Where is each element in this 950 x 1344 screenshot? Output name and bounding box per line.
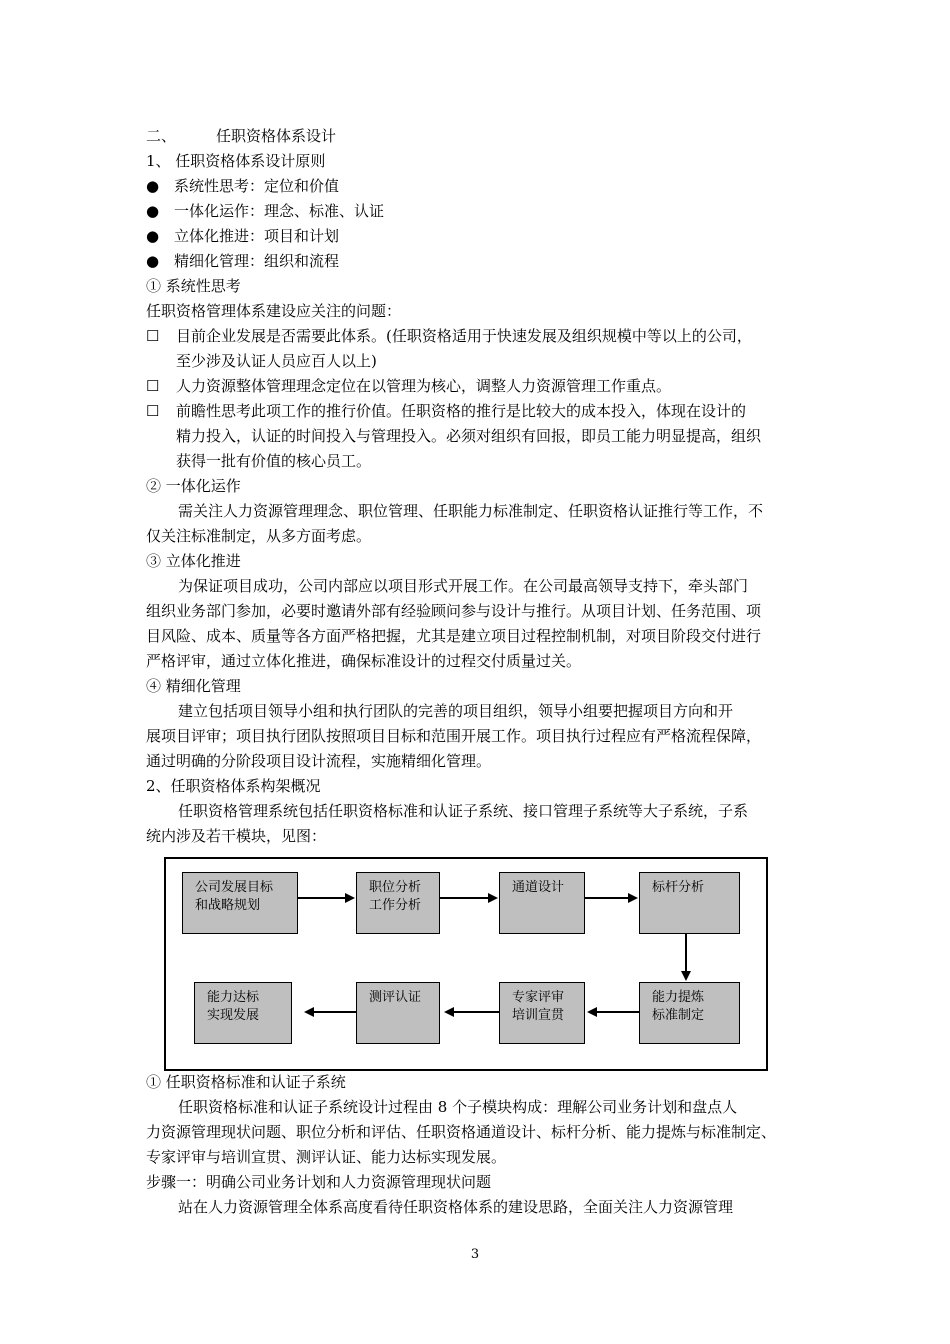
checkbox-item-cont: 获得一批有价值的核心员工。 [176,452,372,470]
page-number: 3 [470,1247,480,1262]
diagram-box-benchmark: 标杆分析 [639,872,740,934]
s2-title: 2、任职资格体系构架概况 [146,777,321,795]
diagram-box-development: 能力达标 实现发展 [194,982,292,1044]
arrow-left-icon [304,1007,314,1017]
bullet-item: ● 立体化推进：项目和计划 [146,224,810,249]
arrow-down-icon [681,971,691,981]
p3-heading: ③ 立体化推进 [146,552,241,570]
paragraph-line: 专家评审与培训宣贯、测评认证、能力达标实现发展。 [146,1148,507,1166]
diagram-box-job-analysis: 职位分析 工作分析 [356,872,440,934]
paragraph-line: 任职资格标准和认证子系统设计过程由 8 个子模块构成：理解公司业务计划和盘点人 [178,1098,738,1116]
p4-heading: ④ 精细化管理 [146,677,241,695]
checkbox-icon: ☐ [146,402,160,420]
paragraph-line: 站在人力资源管理全体系高度看待任职资格体系的建设思路，全面关注人力资源管理 [178,1198,734,1216]
paragraph-line: 为保证项目成功，公司内部应以项目形式开展工作。在公司最高领导支持下，牵头部门 [178,577,749,595]
section-number: 二、 [146,127,177,145]
arrow-line [314,1011,356,1013]
diagram-box-standard: 能力提炼 标准制定 [639,982,740,1044]
paragraph-line: 力资源管理现状问题、职位分析和评估、任职资格通道设计、标杆分析、能力提炼与标准制定、 [146,1123,777,1141]
bullet-dot-icon: ● [146,252,160,270]
p5-heading: ① 任职资格标准和认证子系统 [146,1073,346,1091]
arrow-line [585,897,629,899]
checkbox-item-cont: 至少涉及认证人员应百人以上) [176,352,377,370]
arrow-right-icon [628,893,638,903]
arrow-line [685,934,687,972]
section-title: 任职资格体系设计 [216,127,337,145]
paragraph-line: 严格评审，通过立体化推进，确保标准设计的过程交付质量过关。 [146,652,582,670]
checkbox-item: ☐ 人力资源整体管理理念定位在以管理为核心，调整人力资源管理工作重点。 [146,374,810,399]
arrow-left-icon [587,1007,597,1017]
diagram-box-expert-review: 专家评审 培训宣贯 [499,982,585,1044]
paragraph-line: 建立包括项目领导小组和执行团队的完善的项目组织，领导小组要把握项目方向和开 [178,702,734,720]
bullet-dot-icon: ● [146,177,160,195]
arrow-line [298,897,346,899]
arrow-line [440,897,489,899]
section-heading [146,124,810,149]
diagram-box-assessment: 测评认证 [356,982,440,1044]
paragraph-line: 组织业务部门参加，必要时邀请外部有经验顾问参与设计与推行。从项目计划、任务范围、项 [146,602,762,620]
arrow-right-icon [488,893,498,903]
paragraph-line: 通过明确的分阶段项目设计流程，实施精细化管理。 [146,752,492,770]
p1-heading: ① 系统性思考 [146,277,241,295]
step1-heading: 步骤一：明确公司业务计划和人力资源管理现状问题 [146,1173,492,1191]
paragraph-line: 展项目评审；项目执行团队按照项目目标和范围开展工作。项目执行过程应有严格流程保障， [146,727,762,745]
bullet-dot-icon: ● [146,202,160,220]
subsection-title: 1、 任职资格体系设计原则 [146,152,326,170]
diagram-box-channel-design: 通道设计 [499,872,585,934]
checkbox-item: ☐ 目前企业发展是否需要此体系。(任职资格适用于快速发展及组织规模中等以上的公司， [146,324,810,349]
arrow-line [597,1011,639,1013]
bullet-dot-icon: ● [146,227,160,245]
paragraph-line: 需关注人力资源管理理念、职位管理、任职能力标准制定、任职资格认证推行等工作，不 [178,502,764,520]
paragraph-line: 任职资格管理系统包括任职资格标准和认证子系统、接口管理子系统等大子系统，子系 [178,802,749,820]
checkbox-item-cont: 精力投入，认证的时间投入与管理投入。必须对组织有回报，即员工能力明显提高，组织 [176,427,762,445]
arrow-line [454,1011,499,1013]
p2-heading: ② 一体化运作 [146,477,241,495]
arrow-right-icon [345,893,355,903]
document-body [146,124,810,849]
checkbox-item: ☐ 前瞻性思考此项工作的推行价值。任职资格的推行是比较大的成本投入，体现在设计的 [146,399,810,424]
p1-intro: 任职资格管理体系建设应关注的问题： [146,302,402,320]
diagram-box-strategy: 公司发展目标 和战略规划 [182,872,298,934]
checkbox-icon: ☐ [146,377,160,395]
document-body-continued [146,1070,810,1220]
checkbox-icon: ☐ [146,327,160,345]
arrow-left-icon [444,1007,454,1017]
paragraph-line: 目风险、成本、质量等各方面严格把握，尤其是建立项目过程控制机制，对项目阶段交付进行 [146,627,762,645]
paragraph-line: 仅关注标准制定，从多方面考虑。 [146,527,372,545]
bullet-item: ● 系统性思考：定位和价值 [146,174,810,199]
bullet-item: ● 一体化运作：理念、标准、认证 [146,199,810,224]
architecture-diagram [164,857,768,1071]
bullet-item: ● 精细化管理：组织和流程 [146,249,810,274]
paragraph-line: 统内涉及若干模块，见图： [146,827,327,845]
